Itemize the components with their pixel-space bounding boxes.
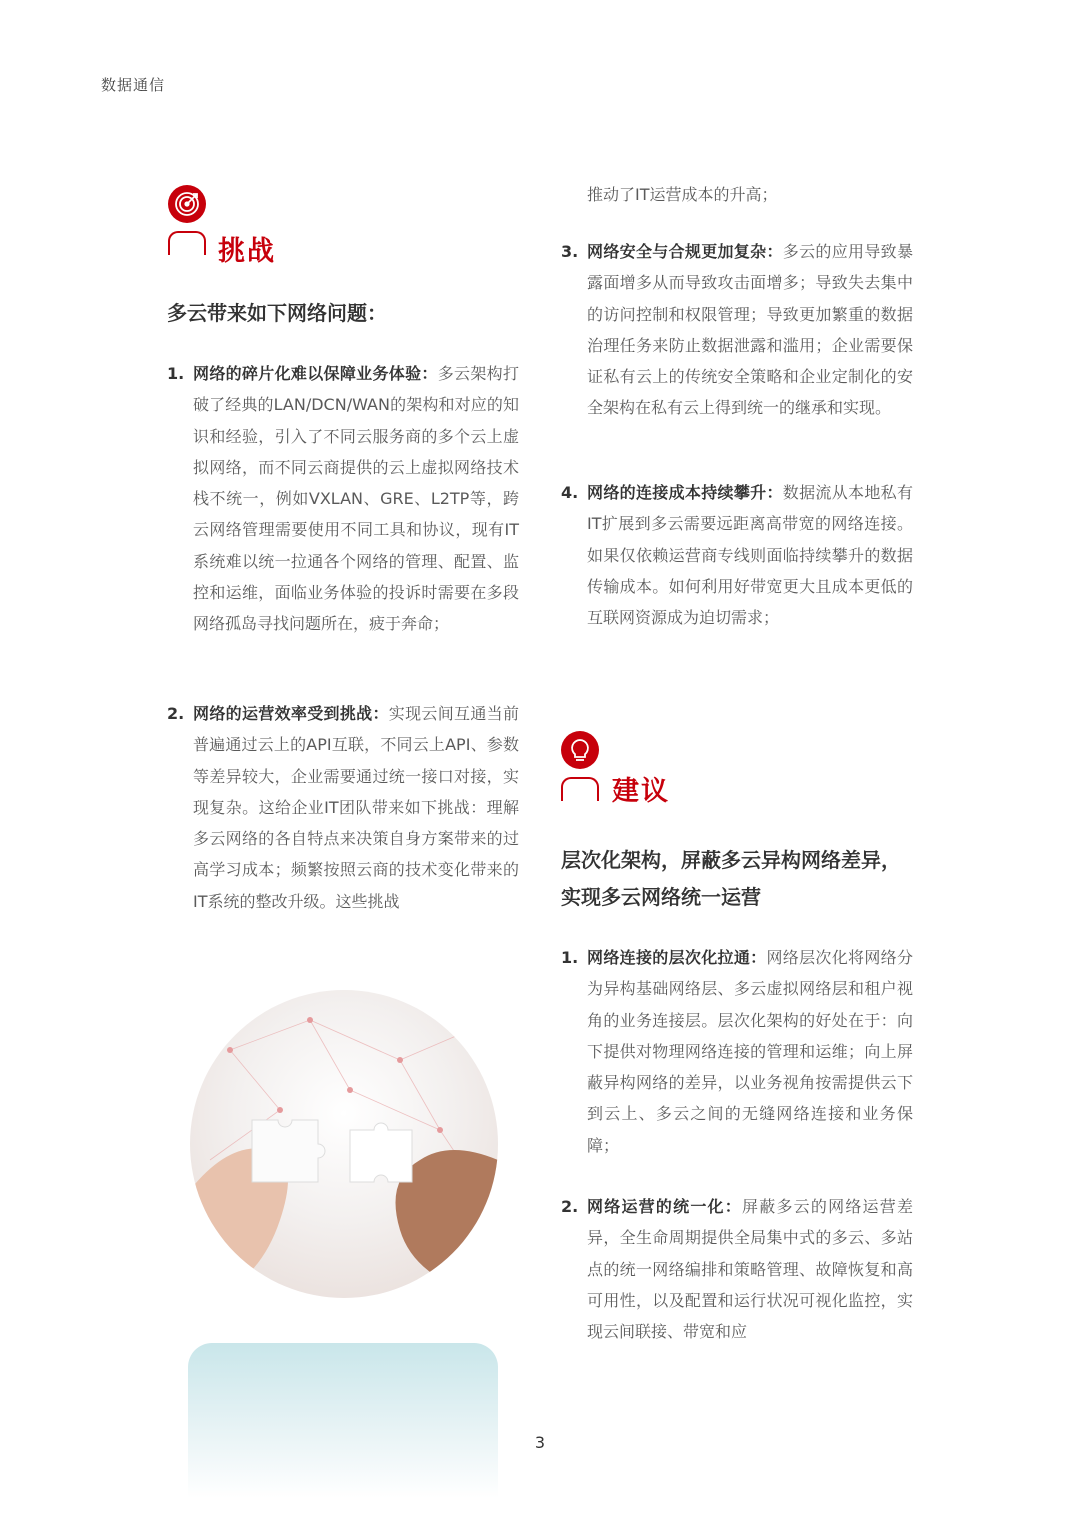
item-text: 网络层次化将网络分为异构基础网络层、多云虚拟网络层和租户视角的业务连接层。层次化架构的好处在于：向下提供对物理网络连接的管理和运维；向上屏蔽异构网络的差异，以业务视角按需提供云下到云上、多云之间的无缝网络连接和业务保障；: [587, 948, 913, 1155]
item-text: 多云架构打破了经典的LAN/DCN/WAN的架构和对应的知识和经验，引入了不同云服务商的多个云上虚拟网络，而不同云商提供的云上虚拟网络技术栈不统一，例如VXLAN、GRE、L2TP等，跨云网络管理需要使用不同工具和协议，现有IT系统难以统一拉通各个网络的管理、配置、监控和运维，面临业务体验的投诉时需要在多段网络孤岛寻找问题所在，疲于奔命；: [193, 364, 519, 634]
list-item-continuation: 推动了IT运营成本的升高；: [587, 185, 778, 204]
item-heading: 网络的运营效率受到挑战：: [193, 704, 389, 723]
page-number: 3: [534, 1433, 546, 1452]
list-item: 2. 网络运营的统一化：屏蔽多云的网络运营差异，全生命周期提供全局集中式的多云、多站点的统一网络编排和策略管理、故障恢复和高可用性，以及配置和运行状况可视化监控，实现云间联接、带宽和应: [561, 1197, 913, 1342]
suggestion-subheading-line1: 层次化架构，屏蔽多云异构网络差异，: [561, 848, 901, 872]
list-item: 3. 网络安全与合规更加复杂：多云的应用导致暴露面增多从而导致攻击面增多；导致失去集中的访问控制和权限管理；导致更加繁重的数据治理任务来防止数据泄露和滥用；企业需要保证私有云上的传统安全策略和企业定制化的安全架构在私有云上得到统一的继承和实现。: [561, 242, 913, 418]
puzzle-hands-photo: [190, 990, 498, 1298]
lightbulb-icon: [561, 731, 599, 769]
decorative-card: [188, 1343, 498, 1498]
item-heading: 网络连接的层次化拉通：: [587, 948, 767, 967]
list-item: 1. 网络的碎片化难以保障业务体验：多云架构打破了经典的LAN/DCN/WAN的架构和对应的知识和经验，引入了不同云服务商的多个云上虚拟网络，而不同云商提供的云上虚拟网络技术栈不统一，例如VXLAN、GRE、L2TP等，跨云网络管理需要使用不同工具和协议，现有IT系统难以统一拉通各个网络的管理、配置、监控和运维，面临业务体验的投诉时需要在多段网络孤岛寻找问题所在，疲于奔命；: [167, 364, 519, 634]
item-heading: 网络安全与合规更加复杂：: [587, 242, 783, 261]
section-title-challenge: 挑战: [218, 236, 276, 267]
list-item: 2. 网络的运营效率受到挑战：实现云间互通当前普遍通过云上的API互联，不同云上API、参数等差异较大，企业需要通过统一接口对接，实现复杂。这给企业IT团队带来如下挑战：理解多云网络的各自特点来决策自身方案带来的过高学习成本；频繁按照云商的技术变化带来的IT系统的整改升级。这些挑战: [167, 704, 519, 911]
item-text: 屏蔽多云的网络运营差异，全生命周期提供全局集中式的多云、多站点的统一网络编排和策略管理、故障恢复和高可用性，以及配置和运行状况可视化监控，实现云间联接、带宽和应: [587, 1197, 913, 1342]
list-item: 1. 网络连接的层次化拉通：网络层次化将网络分为异构基础网络层、多云虚拟网络层和租户视角的业务连接层。层次化架构的好处在于：向下提供对物理网络连接的管理和运维；向上屏蔽异构网络的差异，以业务视角按需提供云下到云上、多云之间的无缝网络连接和业务保障；: [561, 948, 913, 1155]
item-text: 实现云间互通当前普遍通过云上的API互联，不同云上API、参数等差异较大，企业需要通过统一接口对接，实现复杂。这给企业IT团队带来如下挑战：理解多云网络的各自特点来决策自身方案带来的过高学习成本；频繁按照云商的技术变化带来的IT系统的整改升级。这些挑战: [193, 704, 519, 911]
list-item: 4. 网络的连接成本持续攀升：数据流从本地私有IT扩展到多云需要远距离高带宽的网络连接。如果仅依赖运营商专线则面临持续攀升的数据传输成本。如何利用好带宽更大且成本更低的互联网资源成为迫切需求；: [561, 483, 913, 628]
challenge-subheading: 多云带来如下网络问题：: [167, 301, 387, 325]
item-text: 多云的应用导致暴露面增多从而导致攻击面增多；导致失去集中的访问控制和权限管理；导致更加繁重的数据治理任务来防止数据泄露和滥用；企业需要保证私有云上的传统安全策略和企业定制化的安全架构在私有云上得到统一的继承和实现。: [587, 242, 913, 418]
section-bracket: [168, 231, 206, 255]
item-heading: 网络的碎片化难以保障业务体验：: [193, 364, 438, 383]
section-title-suggestion: 建议: [612, 776, 670, 807]
item-text: 数据流从本地私有IT扩展到多云需要远距离高带宽的网络连接。如果仅依赖运营商专线则面临持续攀升的数据传输成本。如何利用好带宽更大且成本更低的互联网资源成为迫切需求；: [587, 483, 913, 628]
item-heading: 网络运营的统一化：: [587, 1197, 742, 1216]
target-icon: [168, 185, 206, 223]
suggestion-subheading-line2: 实现多云网络统一运营: [561, 885, 761, 909]
section-bracket: [561, 777, 599, 801]
item-heading: 网络的连接成本持续攀升：: [587, 483, 783, 502]
running-header: 数据通信: [101, 76, 166, 94]
